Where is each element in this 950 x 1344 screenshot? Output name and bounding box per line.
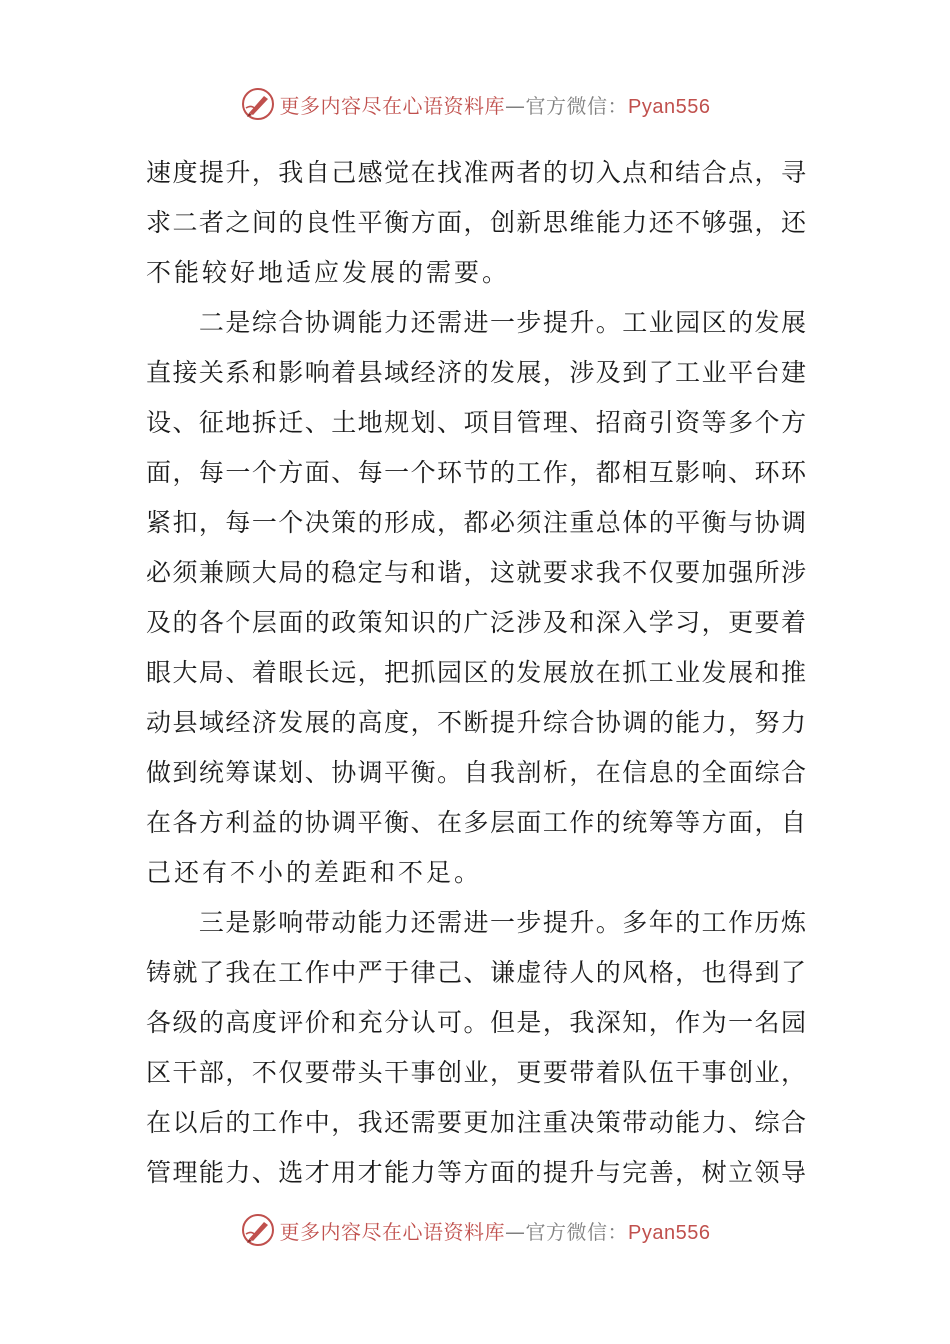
text-line: 紧扣，每一个决策的形成，都必须注重总体的平衡与协调 <box>146 508 806 537</box>
pen-logo-icon <box>240 1212 276 1248</box>
text-line: 必须兼顾大局的稳定与和谐，这就要求我不仅要加强所涉 <box>146 558 806 587</box>
banner-dash: — <box>505 93 526 118</box>
text-line: 管理能力、选才用才能力等方面的提升与完善，树立领导 <box>146 1158 806 1187</box>
text-line: 各级的高度评价和充分认可。但是，我深知，作为一名园 <box>146 1008 806 1037</box>
footer-banner <box>0 1210 950 1250</box>
banner-main-text: 更多内容尽在心语资料库 <box>279 1219 506 1244</box>
header-banner <box>0 84 950 124</box>
banner-main-text: 更多内容尽在心语资料库 <box>279 93 506 118</box>
text-line: 速度提升，我自己感觉在找准两者的切入点和结合点，寻 <box>146 158 806 187</box>
text-line: 求二者之间的良性平衡方面，创新思维能力还不够强，还 <box>146 208 806 237</box>
text-line: 己还有不小的差距和不足。 <box>146 858 483 887</box>
banner-wechat-label: 官方微信： <box>525 1219 629 1244</box>
document-body <box>146 148 806 1198</box>
pen-logo-icon <box>240 86 276 122</box>
banner-dash: — <box>505 1219 526 1244</box>
text-line: 区干部，不仅要带头干事创业，更要带着队伍干事创业， <box>146 1058 806 1087</box>
text-line: 眼大局、着眼长远，把抓园区的发展放在抓工业发展和推 <box>146 658 806 687</box>
text-line: 三是影响带动能力还需进一步提升。多年的工作历炼 <box>146 908 806 937</box>
text-line: 二是综合协调能力还需进一步提升。工业园区的发展 <box>146 308 806 337</box>
text-line: 面，每一个方面、每一个环节的工作，都相互影响、环环 <box>146 458 806 487</box>
text-line: 铸就了我在工作中严于律己、谦虚待人的风格，也得到了 <box>146 958 806 987</box>
text-line: 设、征地拆迁、土地规划、项目管理、招商引资等多个方 <box>146 408 806 437</box>
text-line: 及的各个层面的政策知识的广泛涉及和深入学习，更要着 <box>146 608 806 637</box>
banner-wechat-label: 官方微信： <box>525 93 629 118</box>
text-line: 在各方利益的协调平衡、在多层面工作的统筹等方面，自 <box>146 808 806 837</box>
text-line: 直接关系和影响着县域经济的发展，涉及到了工业平台建 <box>146 358 806 387</box>
text-line: 动县域经济发展的高度，不断提升综合协调的能力，努力 <box>146 708 806 737</box>
text-line: 在以后的工作中，我还需要更加注重决策带动能力、综合 <box>146 1108 806 1137</box>
banner-wechat-id: Pyan556 <box>628 95 711 118</box>
text-line: 不能较好地适应发展的需要。 <box>146 258 511 287</box>
banner-wechat-id: Pyan556 <box>628 1221 711 1244</box>
text-line: 做到统筹谋划、协调平衡。自我剖析，在信息的全面综合 <box>146 758 806 787</box>
